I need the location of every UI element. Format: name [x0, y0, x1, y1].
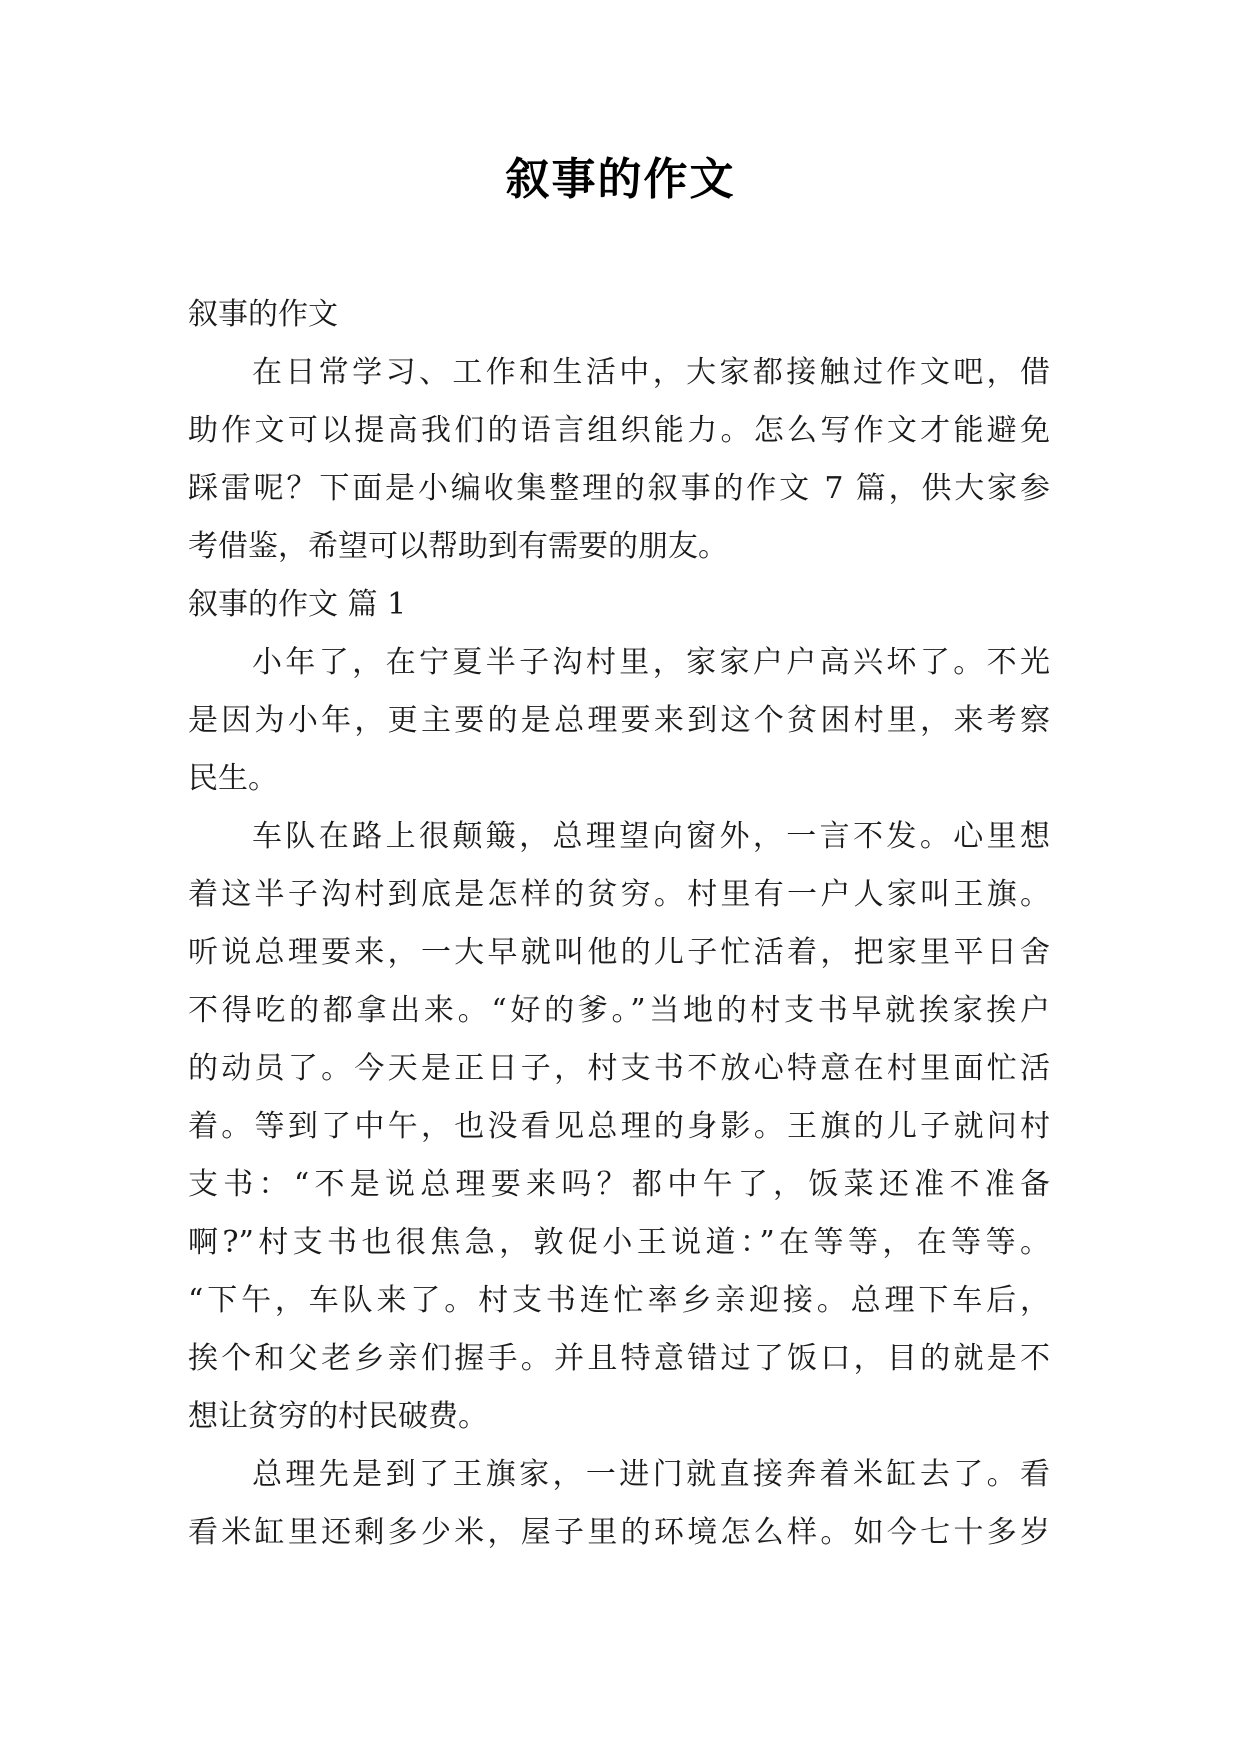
text-line: 考借鉴，希望可以帮助到有需要的朋友。 [188, 529, 728, 564]
text-line: 支书：“不是说总理要来吗？都中午了，饭菜还准不准备 [188, 1167, 1050, 1202]
text-line: 着。等到了中午，也没看见总理的身影。王旗的儿子就问村 [188, 1109, 1050, 1144]
section-heading: 叙事的作文 篇 1 [188, 587, 407, 622]
text-line: 总理先是到了王旗家，一进门就直接奔着米缸去了。看 [252, 1457, 1050, 1492]
text-line: 在日常学习、工作和生活中，大家都接触过作文吧，借 [252, 355, 1050, 390]
text-line: 想让贫穷的村民破费。 [188, 1399, 488, 1434]
text-line: 是因为小年，更主要的是总理要来到这个贫困村里，来考察 [188, 703, 1050, 738]
text-line: 民生。 [188, 761, 278, 796]
text-line: 叙事的作文 [188, 297, 338, 332]
text-line: “下午，车队来了。村支书连忙率乡亲迎接。总理下车后， [188, 1283, 1050, 1318]
text-line: 助作文可以提高我们的语言组织能力。怎么写作文才能避免 [188, 413, 1050, 448]
text-line: 的动员了。今天是正日子，村支书不放心特意在村里面忙活 [188, 1051, 1050, 1086]
text-line: 着这半子沟村到底是怎样的贫穷。村里有一户人家叫王旗。 [188, 877, 1050, 912]
text-line: 听说总理要来，一大早就叫他的儿子忙活着，把家里平日舍 [188, 935, 1050, 970]
text-line: 小年了，在宁夏半子沟村里，家家户户高兴坏了。不光 [252, 645, 1050, 680]
document-body [188, 286, 1050, 1562]
page-title: 叙事的作文 [505, 154, 736, 205]
text-line: 踩雷呢？下面是小编收集整理的叙事的作文 7 篇，供大家参 [188, 471, 1050, 506]
text-line: 不得吃的都拿出来。“好的爹。”当地的村支书早就挨家挨户 [188, 993, 1050, 1028]
text-line: 挨个和父老乡亲们握手。并且特意错过了饭口，目的就是不 [188, 1341, 1050, 1376]
text-line: 车队在路上很颠簸，总理望向窗外，一言不发。心里想 [252, 819, 1050, 854]
text-line: 啊?”村支书也很焦急，敦促小王说道：”在等等，在等等。 [188, 1225, 1050, 1260]
text-line: 看米缸里还剩多少米，屋子里的环境怎么样。如今七十多岁 [188, 1515, 1050, 1550]
